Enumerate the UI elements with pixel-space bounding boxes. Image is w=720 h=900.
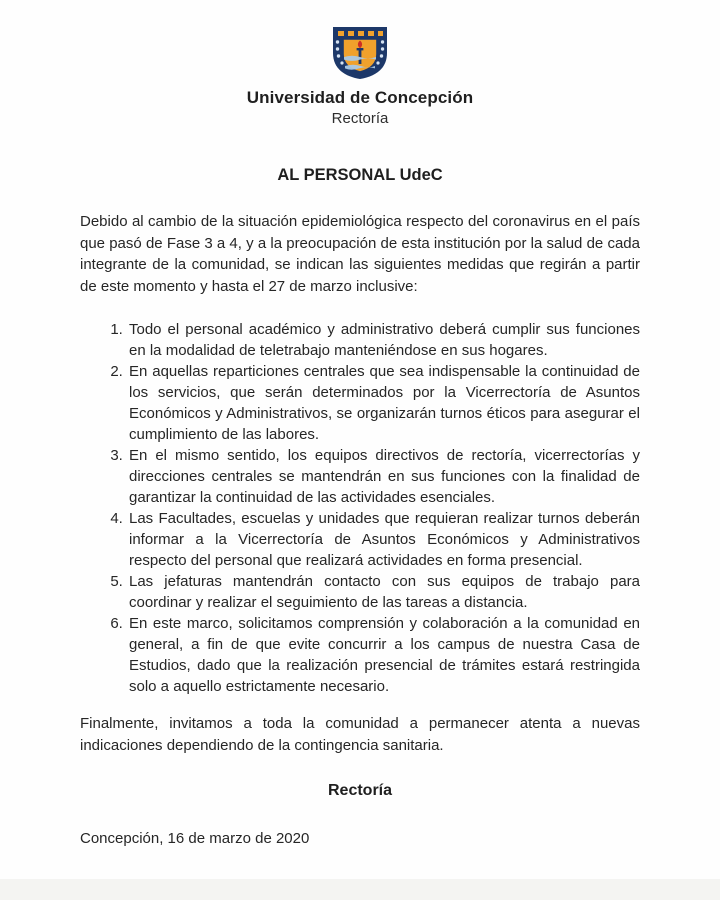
- dateline: Concepción, 16 de marzo de 2020: [80, 830, 310, 847]
- measure-item-5: 5. Las jefaturas mantendrán contacto con sus equipos de trabajo para coordinar y realizar el seguimiento de las tareas a distancia.: [127, 571, 640, 613]
- letter-title: AL PERSONAL UdeC: [277, 166, 443, 184]
- signature: Rectoría: [327, 782, 393, 799]
- measure-item-1: 1. Todo el personal académico y administrativo deberá cumplir sus funciones en la modalidad de teletrabajo manteniéndose en sus hogares.: [127, 319, 640, 361]
- measure-item-3: 3. En el mismo sentido, los equipos directivos de rectoría, vicerrectorías y direcciones centrales se mantendrán en sus funciones con la finalidad de garantizar la continuidad de las actividades esenciales.: [127, 445, 640, 508]
- closing-paragraph: Finalmente, invitamos a toda la comunidad a permanecer atenta a nuevas indicaciones dependiendo de la contingencia sanitaria.: [80, 715, 640, 754]
- university-name: Universidad de Concepción: [246, 88, 474, 107]
- measure-item-2: 2. En aquellas reparticiones centrales que sea indispensable la continuidad de los servicios, que serán determinados por la Vicerrectoría de Asuntos Económicos y Administrativos, se organizarán turnos éticos para asegurar el cumplimiento de las labores.: [127, 361, 640, 445]
- measure-item-4: 4. Las Facultades, escuelas y unidades que requieran realizar turnos deberán informar a la Vicerrectoría de Asuntos Económicos y Administrativos respecto del personal que realizará actividades en forma presencial.: [127, 508, 640, 571]
- measures-list: [80, 319, 640, 697]
- department-name: Rectoría: [331, 110, 389, 127]
- letterhead: [0, 0, 720, 128]
- scan-edge: [0, 879, 720, 900]
- intro-paragraph: Debido al cambio de la situación epidemiológica respecto del coronavirus en el país que pasó de Fase 3 a 4, y a la preocupación de esta institución por la salud de cada integrante de la comunidad, se indican las siguientes medidas que regirán a partir de este momento y hasta el 27 de marzo inclusive:: [80, 213, 640, 295]
- measure-item-6: 6. En este marco, solicitamos comprensión y colaboración a la comunidad en general, a fin de que evite concurrir a los campus de nuestra Casa de Estudios, dado que la realización presencial de trámites estará restringida solo a aquello estrictamente necesario.: [127, 613, 640, 697]
- university-crest-icon: [328, 26, 392, 80]
- letter-body: [80, 211, 640, 847]
